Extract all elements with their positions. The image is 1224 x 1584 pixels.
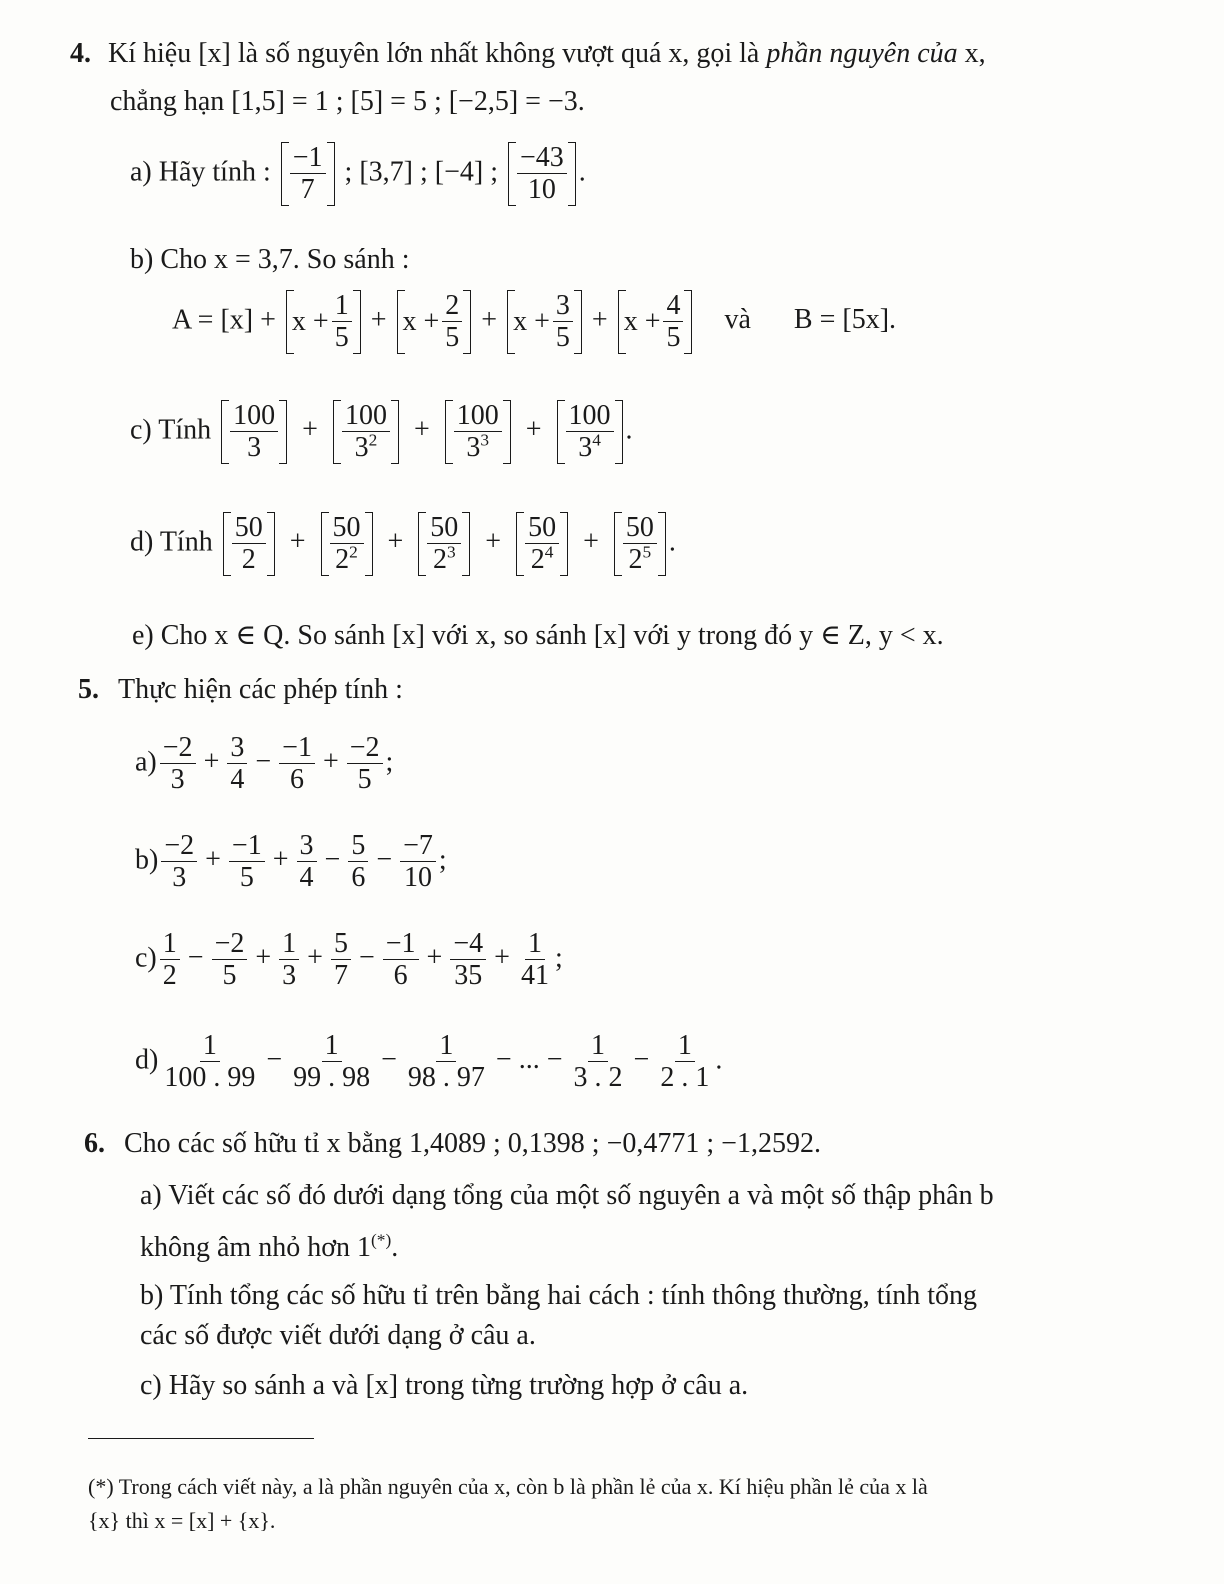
floor-bracket: $\frac{50}{2^2}$ <box>321 512 373 576</box>
ex5-title <box>78 676 403 704</box>
denominator: 10 <box>404 862 432 894</box>
terminator: ; <box>385 746 394 778</box>
ex6-line1 <box>84 1130 821 1158</box>
operator: − <box>187 942 204 974</box>
item-label: b) <box>135 844 159 876</box>
denominator: 3 . 2 <box>573 1062 623 1094</box>
denominator: 5 <box>357 764 372 796</box>
footnote-line1: (*) Trong cách viết này, a là phần nguyên của x, còn b là phần lẻ của x. Kí hiệu phần lẻ của x là <box>88 1474 928 1499</box>
ex5-d <box>135 1030 722 1094</box>
denominator: 100 . 99 <box>164 1062 256 1094</box>
numerator: 1 <box>160 928 180 960</box>
numerator: −2 <box>347 732 383 764</box>
operator: + <box>205 844 221 876</box>
fraction <box>331 928 351 992</box>
item-label: c) <box>135 942 157 974</box>
ex4-b-va: và <box>724 304 751 336</box>
fraction <box>657 1030 712 1094</box>
ex4-b-B: B = [5x]. <box>793 304 897 336</box>
ex6-a-line2: không âm nhỏ hơn 1(*). <box>140 1230 399 1263</box>
ex6-intro: Cho các số hữu tỉ x bằng 1,4089 ; 0,1398 ; −0,4771 ; −1,2592. <box>124 1128 821 1159</box>
floor-bracket: $\frac{50}{2^3}$ <box>418 512 470 576</box>
denominator: 3 <box>172 862 187 894</box>
denominator: 3 <box>170 764 185 796</box>
ex4-e: e) Cho x ∈ Q. So sánh [x] với x, so sánh [x] với y trong đó y ∈ Z, y < x. <box>132 620 944 651</box>
ex5-b <box>135 830 447 894</box>
ex5-a <box>135 732 393 796</box>
operator: + <box>494 942 510 974</box>
fraction <box>450 928 486 992</box>
floor-bracket: x + $\frac{1}{5}$ <box>286 290 361 354</box>
ex4-a-label: a) Hãy tính : <box>130 156 271 188</box>
ex4-b-A: A = [x] + <box>172 304 276 336</box>
ex6-b-line1: b) Tính tổng các số hữu tỉ trên bằng hai cách : tính thông thường, tính tổng <box>140 1280 978 1311</box>
ex4-d: d) Tính $\frac{50}{2}$ + $\frac{50}{2^2}$ + $\frac{50}{2^3}$ + $\frac{50}{2^4}$ + $\frac{50}{2^5}$ . <box>130 512 676 576</box>
ex6-a-line1: a) Viết các số đó dưới dạng tổng của một số nguyên a và một số thập phân b <box>140 1180 994 1211</box>
numerator: 1 <box>525 928 545 960</box>
ex4-c: c) Tính $\frac{100}{3}$ + $\frac{100}{3^2}$ + $\frac{100}{3^3}$ + $\frac{100}{3^4}$ . <box>130 400 633 464</box>
fraction: $\frac{1}{5}$ <box>332 290 352 354</box>
terminator: . <box>715 1044 723 1076</box>
ex6-number: 6. <box>84 1128 105 1159</box>
denominator: 6 <box>393 960 408 992</box>
denominator: 6 <box>290 764 305 796</box>
fraction: $\frac{3}{5}$ <box>553 290 573 354</box>
denominator: 7 <box>333 960 348 992</box>
denominator: 5 <box>222 960 237 992</box>
ex5-c <box>135 928 563 992</box>
floor-bracket: $\frac{50}{2^4}$ <box>516 512 568 576</box>
fraction <box>518 928 552 992</box>
ex6-c: c) Hãy so sánh a và [x] trong từng trường hợp ở câu a. <box>140 1370 749 1401</box>
operator: + <box>322 746 339 778</box>
operator: − <box>266 1044 283 1076</box>
ex5-number: 5. <box>78 674 99 705</box>
floor-bracket: $\frac{100}{3}$ <box>221 400 287 464</box>
numerator: −1 <box>229 830 265 862</box>
floor-bracket: x + $\frac{3}{5}$ <box>507 290 582 354</box>
fraction <box>400 830 436 894</box>
fraction <box>297 830 317 894</box>
denominator: 2 <box>162 960 177 992</box>
denominator: 2 . 1 <box>660 1062 710 1094</box>
fraction <box>160 928 180 992</box>
fraction: $\frac{-1}{7}$ <box>290 142 326 206</box>
fraction <box>160 732 196 796</box>
ex4-a: a) Hãy tính : $\frac{-1}{7}$ ; [3,7] ; [−4] ; $\frac{-43}{10}$ . <box>130 142 586 206</box>
numerator: 1 <box>436 1030 456 1062</box>
operator: − <box>358 942 375 974</box>
numerator: 5 <box>348 830 368 862</box>
operator: − <box>255 746 272 778</box>
floor-bracket: $\frac{100}{3^2}$ <box>333 400 399 464</box>
numerator: 3 <box>227 732 247 764</box>
fraction: $\frac{4}{5}$ <box>663 290 683 354</box>
ex4-b-formula: A = [x] + x + $\frac{1}{5}$ + x + $\frac{2}{5}$ + x + $\frac{3}{5}$ + x + $\frac{4}{5}$ và B = [5x]. <box>172 290 897 354</box>
fraction <box>347 732 383 796</box>
floor-bracket: $\frac{100}{3^4}$ <box>557 400 623 464</box>
footnote-rule <box>88 1438 314 1439</box>
fraction <box>348 830 368 894</box>
ex4-c-label: c) Tính <box>130 414 212 446</box>
ex4-intro-italic: phần nguyên của <box>766 38 958 69</box>
denominator: 4 <box>230 764 245 796</box>
fraction <box>161 830 197 894</box>
item-label: a) <box>135 746 157 778</box>
fraction <box>229 830 265 894</box>
denominator: 99 . 98 <box>293 1062 371 1094</box>
ellipsis: − ... − <box>495 1044 563 1076</box>
ex6-b-line2: các số được viết dưới dạng ở câu a. <box>140 1320 536 1351</box>
numerator: 1 <box>588 1030 608 1062</box>
floor-bracket: x + $\frac{2}{5}$ <box>397 290 472 354</box>
numerator: −2 <box>212 928 248 960</box>
operator: + <box>426 942 443 974</box>
operator: + <box>307 942 323 974</box>
item-label: d) <box>135 1044 159 1076</box>
terminator: ; <box>554 942 563 974</box>
denominator: 98 . 97 <box>407 1062 485 1094</box>
floor-bracket: $\frac{50}{2^5}$ <box>614 512 666 576</box>
floor-bracket: $\frac{100}{3^3}$ <box>445 400 511 464</box>
fraction <box>383 928 419 992</box>
numerator: −2 <box>160 732 196 764</box>
ex4-line2: chẳng hạn [1,5] = 1 ; [5] = 5 ; [−2,5] = −3. <box>110 86 585 117</box>
fraction <box>279 928 299 992</box>
fraction <box>212 928 248 992</box>
floor-bracket: $\frac{50}{2}$ <box>223 512 275 576</box>
terminator: ; <box>438 844 447 876</box>
numerator: 3 <box>297 830 317 862</box>
numerator: −1 <box>383 928 419 960</box>
numerator: −4 <box>450 928 486 960</box>
operator: − <box>324 844 341 876</box>
numerator: 1 <box>200 1030 220 1062</box>
operator: − <box>381 1044 397 1076</box>
fraction <box>405 1030 488 1094</box>
numerator: 1 <box>675 1030 695 1062</box>
numerator: −7 <box>400 830 436 862</box>
fraction <box>571 1030 626 1094</box>
denominator: 6 <box>351 862 366 894</box>
numerator: 1 <box>279 928 299 960</box>
footnote-line2: {x} thì x = [x] + {x}. <box>88 1508 276 1533</box>
floor-bracket <box>508 142 576 206</box>
ex5-title-text: Thực hiện các phép tính : <box>118 674 403 705</box>
ex4-a-mid: ; [3,7] ; [−4] ; <box>344 156 498 188</box>
ex4-d-label: d) Tính <box>130 526 213 558</box>
operator: − <box>633 1044 650 1076</box>
denominator: 35 <box>454 960 483 992</box>
floor-bracket <box>281 142 335 206</box>
denominator: 5 <box>239 862 254 894</box>
fraction <box>290 1030 373 1094</box>
numerator: 1 <box>322 1030 342 1062</box>
numerator: −1 <box>279 732 315 764</box>
numerator: −2 <box>161 830 197 862</box>
denominator: 4 <box>299 862 314 894</box>
fraction <box>227 732 247 796</box>
floor-bracket: x + $\frac{4}{5}$ <box>618 290 693 354</box>
ex4-b: b) Cho x = 3,7. So sánh : <box>130 244 410 275</box>
denominator: 41 <box>520 960 549 992</box>
fraction: $\frac{-43}{10}$ <box>517 142 567 206</box>
operator: − <box>376 844 393 876</box>
operator: + <box>255 942 272 974</box>
fraction: $\frac{2}{5}$ <box>442 290 462 354</box>
operator: + <box>203 746 220 778</box>
fraction <box>279 732 315 796</box>
ex4-number: 4. <box>70 38 91 69</box>
operator: + <box>272 844 289 876</box>
numerator: 5 <box>331 928 351 960</box>
ex4-intro-end: x, <box>964 38 986 69</box>
fraction <box>161 1030 258 1094</box>
ex4-intro: Kí hiệu [x] là số nguyên lớn nhất không vượt quá x, gọi là <box>108 38 760 69</box>
denominator: 3 <box>282 960 297 992</box>
ex4-line1 <box>70 40 986 68</box>
